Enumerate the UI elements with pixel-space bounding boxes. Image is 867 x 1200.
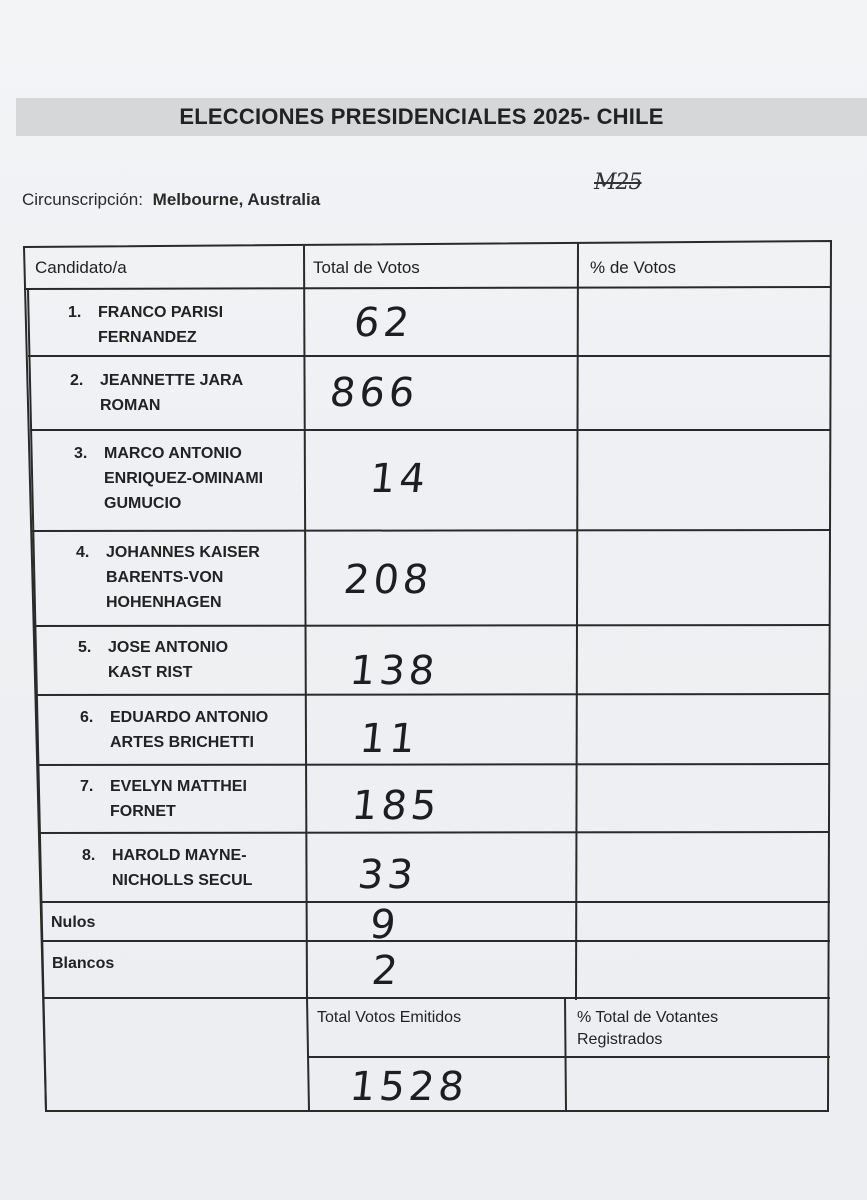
candidate-name-line1: JEANNETTE JARA <box>100 372 244 389</box>
candidate-row-8 <box>82 843 252 893</box>
votes-candidate-3: 14 <box>367 456 432 502</box>
total-emitidos-label: Total Votos Emitidos <box>317 1009 462 1026</box>
votes-candidate-6: 11 <box>357 716 422 762</box>
candidate-name-line1: MARCO ANTONIO <box>104 445 242 462</box>
candidate-row-5 <box>78 635 228 685</box>
candidate-name-line1: EVELYN MATTHEI <box>110 778 247 795</box>
candidate-name-line2: KAST RIST <box>108 664 193 681</box>
candidate-name-line2: ENRIQUEZ-OMINAMI <box>104 470 264 487</box>
candidate-row-7 <box>80 774 247 824</box>
header-total-votos: Total de Votos <box>313 258 420 277</box>
header-candidato: Candidato/a <box>35 258 127 277</box>
votes-blancos: 2 <box>369 948 404 994</box>
candidate-name-line2: NICHOLLS SECUL <box>112 872 253 889</box>
candidate-row-2 <box>70 368 243 418</box>
votes-candidate-1: 62 <box>351 300 416 346</box>
candidate-number: 1. <box>68 304 82 321</box>
blancos-label: Blancos <box>52 955 115 972</box>
candidate-row-6 <box>80 705 268 755</box>
candidate-name-line2: FORNET <box>110 803 176 820</box>
votes-candidate-4: 208 <box>341 557 435 603</box>
candidate-number: 2. <box>70 372 84 389</box>
page-title: ELECCIONES PRESIDENCIALES 2025- CHILE <box>179 104 664 129</box>
candidate-name-line1: FRANCO PARISI <box>98 304 224 321</box>
candidate-name-line2: BARENTS-VON <box>106 569 224 586</box>
handwritten-scribble: M25 <box>594 170 642 195</box>
circunscripcion-value: Melbourne, Australia <box>152 190 321 209</box>
candidate-number: 3. <box>74 445 88 462</box>
total-registrados-label: % Total de Votantes Registrados <box>577 1009 719 1048</box>
candidate-number: 5. <box>78 639 92 656</box>
votes-candidate-5: 138 <box>347 648 441 694</box>
candidate-number: 4. <box>76 544 90 561</box>
candidate-name-line1: JOSE ANTONIO <box>108 639 229 656</box>
candidate-name-line3: HOHENHAGEN <box>106 594 222 611</box>
votes-nulos: 9 <box>367 902 402 948</box>
total-emitidos-value: 1528 <box>347 1064 471 1110</box>
candidate-name-line1: HAROLD MAYNE- <box>112 847 247 864</box>
candidate-name-line2: ARTES BRICHETTI <box>110 734 254 751</box>
votes-candidate-8: 33 <box>355 852 420 898</box>
candidate-row-3 <box>74 441 263 516</box>
candidate-name-line2: FERNANDEZ <box>98 329 197 346</box>
circunscripcion-label: Circunscripción: <box>22 190 143 209</box>
candidate-row-1 <box>68 300 223 350</box>
nulos-label: Nulos <box>51 914 96 931</box>
candidate-number: 7. <box>80 778 94 795</box>
candidate-number: 8. <box>82 847 96 864</box>
votes-candidate-2: 866 <box>327 370 421 416</box>
candidate-name-line2: ROMAN <box>100 397 161 414</box>
header-porcentaje: % de Votos <box>590 258 677 277</box>
candidate-name-line1: EDUARDO ANTONIO <box>110 709 269 726</box>
candidate-name-line3: GUMUCIO <box>104 495 182 512</box>
candidate-number: 6. <box>80 709 94 726</box>
candidate-row-4 <box>76 540 260 615</box>
votes-candidate-7: 185 <box>349 783 443 829</box>
candidate-name-line1: JOHANNES KAISER <box>106 544 260 561</box>
